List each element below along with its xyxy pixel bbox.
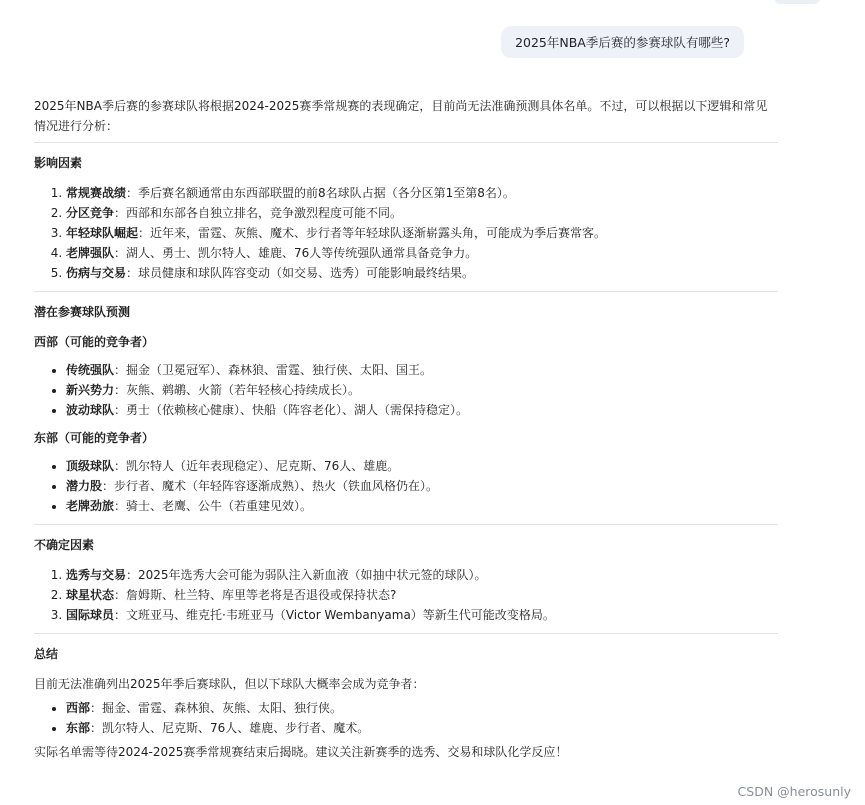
list-item-term: 选秀与交易 <box>66 568 127 582</box>
list-item-text: ：凯尔特人（近年表现稳定）、尼克斯、76人、雄鹿。 <box>114 459 400 473</box>
intro-paragraph: 2025年NBA季后赛的参赛球队将根据2024-2025赛季常规赛的表现确定，目前尚无法准确预测具体名单。不过，可以根据以下逻辑和常见情况进行分析： <box>34 99 768 133</box>
factors-list <box>34 183 778 283</box>
section-title-factors: 影响因素 <box>34 156 83 170</box>
assistant-answer <box>34 96 778 762</box>
divider <box>34 633 778 634</box>
divider <box>34 291 778 292</box>
list-item-text: ：掘金（卫冕冠军）、森林狼、雷霆、独行侠、太阳、国王。 <box>114 363 433 377</box>
list-item-text: ：西部和东部各自独立排名，竞争激烈程度可能不同。 <box>114 206 403 220</box>
list-item <box>66 243 778 263</box>
divider <box>34 142 778 143</box>
user-question-bubble: 2025年NBA季后赛的参赛球队有哪些? <box>501 26 744 58</box>
subsection-title-west: 西部（可能的竞争者） <box>34 335 155 349</box>
list-item <box>66 203 778 223</box>
list-item-text: ：掘金、雷霆、森林狼、灰熊、太阳、独行侠。 <box>90 701 343 715</box>
list-item-term: 老牌劲旅 <box>66 499 115 513</box>
list-item-text: ：近年来，雷霆、灰熊、魔术、步行者等年轻球队逐渐崭露头角，可能成为季后赛常客。 <box>138 226 607 240</box>
section-title-uncertain: 不确定因素 <box>34 538 95 552</box>
list-item <box>66 698 778 718</box>
list-item-term: 球星状态 <box>66 588 115 602</box>
list-item <box>66 496 778 516</box>
list-item-term: 新兴势力 <box>66 383 115 397</box>
list-item <box>66 585 778 605</box>
section-title-summary: 总结 <box>34 647 59 661</box>
summary-closing: 实际名单需等待2024-2025赛季常规赛结束后揭晓。建议关注新赛季的选秀、交易和球队化学反应！ <box>34 745 568 759</box>
list-item <box>66 718 778 738</box>
list-item-text: ：凯尔特人、尼克斯、76人、雄鹿、步行者、魔术。 <box>90 721 370 735</box>
summary-list <box>34 698 778 738</box>
list-item-text: ：骑士、老鹰、公牛（若重建见效）。 <box>114 499 313 513</box>
list-item-text: ：灰熊、鹈鹕、火箭（若年轻核心持续成长）。 <box>114 383 361 397</box>
list-item <box>66 360 778 380</box>
list-item <box>66 456 778 476</box>
list-item <box>66 400 778 420</box>
list-item-text: ：季后赛名额通常由东西部联盟的前8名球队占据（各分区第1至第8名）。 <box>126 186 515 200</box>
west-list <box>34 360 778 420</box>
list-item-term: 波动球队 <box>66 403 115 417</box>
list-item-term: 顶级球队 <box>66 459 115 473</box>
summary-lead: 目前无法准确列出2025年季后赛球队，但以下球队大概率会成为竞争者： <box>34 677 425 691</box>
list-item <box>66 605 778 625</box>
list-item-term: 潜力股 <box>66 479 103 493</box>
list-item <box>66 183 778 203</box>
list-item-term: 传统强队 <box>66 363 115 377</box>
list-item-text: ：球员健康和球队阵容变动（如交易、选秀）可能影响最终结果。 <box>126 266 475 280</box>
list-item <box>66 565 778 585</box>
list-item-term: 年轻球队崛起 <box>66 226 139 240</box>
list-item-term: 常规赛战绩 <box>66 186 127 200</box>
subsection-title-east: 东部（可能的竞争者） <box>34 431 155 445</box>
list-item-text: ：勇士（依赖核心健康）、快船（阵容老化）、湖人（需保持稳定）。 <box>114 403 469 417</box>
list-item <box>66 476 778 496</box>
watermark: CSDN @herosunly <box>737 784 851 799</box>
list-item-text: ：2025年选秀大会可能为弱队注入新血液（如抽中状元签的球队）。 <box>126 568 487 582</box>
scroll-hint-bar <box>775 0 819 4</box>
list-item-term: 国际球员 <box>66 608 115 622</box>
list-item-text: ：湖人、勇士、凯尔特人、雄鹿、76人等传统强队通常具备竞争力。 <box>114 246 478 260</box>
list-item <box>66 223 778 243</box>
list-item <box>66 263 778 283</box>
list-item-term: 伤病与交易 <box>66 266 127 280</box>
uncertain-list <box>34 565 778 625</box>
list-item-text: ：文班亚马、维克托·韦班亚马（Victor Wembanyama）等新生代可能改变格局。 <box>114 608 555 622</box>
list-item <box>66 380 778 400</box>
east-list <box>34 456 778 516</box>
list-item-text: ：步行者、魔术（年轻阵容逐渐成熟）、热火（铁血风格仍在）。 <box>102 479 439 493</box>
section-title-prediction: 潜在参赛球队预测 <box>34 305 131 319</box>
divider <box>34 524 778 525</box>
list-item-term: 分区竞争 <box>66 206 115 220</box>
list-item-text: ：詹姆斯、杜兰特、库里等老将是否退役或保持状态? <box>114 588 397 602</box>
list-item-term: 东部 <box>66 721 91 735</box>
list-item-term: 老牌强队 <box>66 246 115 260</box>
list-item-term: 西部 <box>66 701 91 715</box>
